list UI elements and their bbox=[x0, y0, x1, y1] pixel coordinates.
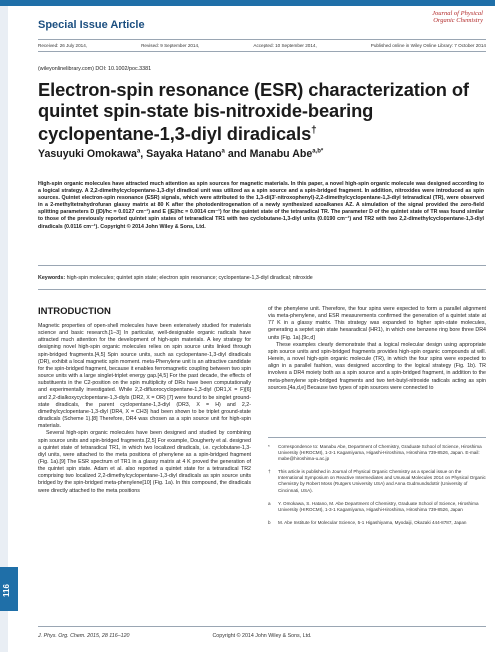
keywords bbox=[38, 275, 486, 281]
footnote-mark: † bbox=[268, 469, 271, 475]
published-date: Published online in Wiley Online Library: 7 October 2014 bbox=[370, 43, 486, 48]
author-affiliation: a bbox=[221, 148, 225, 155]
journal-logo-line: Journal of Physical bbox=[432, 10, 483, 17]
author-list bbox=[38, 148, 323, 160]
body-column-right bbox=[268, 306, 486, 392]
author-name[interactable]: Sayaka Hatano bbox=[146, 148, 222, 160]
footnotes bbox=[268, 444, 486, 533]
footnote-mark: b bbox=[268, 519, 271, 525]
history-dates bbox=[38, 43, 486, 48]
article-title bbox=[38, 80, 478, 145]
footnote-mark: a bbox=[268, 500, 271, 506]
received-date: Received: 26 July 2014, bbox=[38, 43, 88, 48]
journal-logo[interactable] bbox=[432, 10, 483, 24]
keywords-text: high-spin molecules; quintet spin state; electron spin resonance; cyclopentane-1,3-diyl diradical; nitroxide bbox=[66, 275, 313, 281]
author-affiliation: a bbox=[136, 148, 141, 155]
footnote-text: M. Abe Institute for Molecular Science, 5-1 Higashiyama, Myodaiji, Okazaki 444-8787, Japan bbox=[278, 519, 467, 525]
footnote bbox=[268, 469, 486, 493]
paragraph: Magnetic properties of open-shell molecules have been extensively studied for materials science and basic research.[1–3] In particular, well-designable organic radicals have attracted much attention for the development of high-spin materials. A key strategy for designing novel high-spin organic molecules relies on spin source units linked through spin-bridged fragments.[4,5] Spin source units, such as cyclopentane-1,3-diyl diradicals (DR), exhibit a local magnetic spin moment. meta-Phenylene unit is an attractive candidate for the spin-bridged fragment, because it enables ferromagnetic coupling between two spin source units with a large singlet-triplet energy gap.[4,5] For the past decade, the effects of substituents in the C2-position on the spin multiplicity of DRs have been computationally and experimentally investigated. While 2,2-difluorocyclopentane-1,3-diyl (DR1,X = F)[6] and 2,2-dialkoxycyclopentane-1,3-diyls (DR2, X = OR) [7] were found to be singlet ground-state diradicals, the parent cyclopentane-1,3-diyl (DR3, X = H) and 2,2-dimethylcyclopentane-1,3-diyl (DR4, X = CH3) had been shown to be triplet ground-state diradicals (Scheme 1).[8] Therefore, DR4 was chosen as a spin source unit for high-spin materials. bbox=[38, 323, 251, 430]
divider bbox=[38, 289, 486, 290]
side-strip bbox=[0, 6, 8, 652]
journal-logo-line: Organic Chemistry bbox=[433, 17, 483, 24]
accepted-date: Accepted: 10 September 2014, bbox=[253, 43, 317, 48]
doi-link[interactable]: (wileyonlinelibrary.com) DOI: 10.1002/poc.3381 bbox=[38, 66, 152, 72]
footnote bbox=[268, 520, 486, 526]
revised-date: Revised: 9 September 2014, bbox=[141, 43, 200, 48]
footnote-text: Correspondence to: Manabu Abe, Department of Chemistry, Graduate School of Science, Hiroshima University (HIROCMI), 1-3-1 Kagamiyama, Higashi-Hiroshima, Hiroshima 739-8526, Japan. E-mail: mabe@hiroshima-u.ac.jp bbox=[278, 444, 482, 462]
author-name[interactable]: Yasuyuki Omokawa bbox=[38, 148, 137, 160]
footnote bbox=[268, 501, 486, 513]
divider bbox=[268, 437, 486, 438]
copyright: Copyright © 2014 John Wiley & Sons, Ltd. bbox=[212, 633, 312, 639]
title-mark: † bbox=[311, 125, 317, 136]
abstract: High-spin organic molecules have attracted much attention as spin sources for magnetic materials. In this paper, a novel high-spin organic molecule was designed according to a logical strategy. A 2,2-dimethylcyclopentane-1,3-diyl diradical unit was utilized as a spin source and a spin-bridged fragment. In addition, nitroxides were introduced as spin sources. Quintet electron-spin resonance (ESR) signals, which were attributed to the 1,3-di(3'-nitroxophenyl)-2,2-dimethylcyclopentane-1,3-diyl tetraradical (TR), were observed in a 2-methyltetrahydrofuran glassy matrix at 80 K after the photodenitrogenation of a newly synthesized azoalkanes AZ. A simulation of the signal provided the zero-field splitting parameters D (|D|/hc = 0.0127 cm⁻¹) and E (|E|/hc = 0.0014 cm⁻¹) for the quintet state of the tetraradical TR. The parameter D of the quintet state of TR was found similar to those of the previously reported quintet spin states of tetraradical TR1 with two cyclobutane-1,3-diyl units (0.0190 cm⁻¹) and TR2 with two 2,2-dimethylcyclopentane-1,3-diyl diradicals (0.0116 cm⁻¹). Copyright © 2014 John Wiley & Sons, Ltd. bbox=[38, 181, 484, 230]
keywords-label: Keywords: bbox=[38, 275, 66, 281]
page-number-tab bbox=[0, 567, 18, 611]
section-heading: INTRODUCTION bbox=[38, 306, 111, 317]
divider bbox=[38, 39, 486, 40]
author-name[interactable]: Manabu Abe bbox=[249, 148, 313, 160]
citation: J. Phys. Org. Chem. 2015, 28 116–120 bbox=[38, 633, 130, 639]
divider bbox=[38, 626, 486, 627]
section-label: Special Issue Article bbox=[38, 19, 145, 31]
paragraph: These examples clearly demonstrate that a logical molecular design using appropriate spin source units and spin-bridged fragments provides high-spin organic compounds at will. Herein, a novel high-spin organic molecule (TR), in which the four spins were expected to align in a parallel fashion, was designed according to the logical strategy (Fig. 1b). TR involves a DR4 moiety both as a spin source and a spin-bridged fragment, in addition to the meta-phenylene spin-bridged fragments and two tert-butyl-nitroxide radicals acting as spin sources.[4a,d,e] Because two types of spin sources were connected to bbox=[268, 341, 486, 391]
body-column-left bbox=[38, 323, 251, 495]
footnote bbox=[268, 444, 486, 462]
divider bbox=[38, 51, 486, 52]
footnote-text: This article is published in Journal of Physical Organic Chemistry as a special issue on the International Symposium on Reactive Intermediates and Unusual Molecules 2014 on Physical Organic Chemistry by Robert Moss (Rutgers University USA) and Anna Gudmundsdottir (University of Cincinnati, USA). bbox=[278, 469, 486, 493]
title-text: Electron-spin resonance (ESR) characterization of quintet spin-state bis-nitroxide-bearing cyclopentane-1,3-diyl diradicals bbox=[38, 79, 469, 145]
paragraph: of the phenylene unit. Therefore, the four spins were expected to form a parallel alignment via meta-phenylene, and ESR measurements confirmed the generation of a quintet state at 77 K in a glassy matrix. This strategy was expanded to higher spin-state molecules, generating a septet spin state hexaradical (HR1), in which one benzene ring bore three DR4 units (Fig. 1a).[9c,d] bbox=[268, 306, 486, 341]
divider bbox=[38, 265, 486, 266]
footnote-mark: * bbox=[268, 444, 270, 449]
footnote-text: Y. Omokawa, S. Hatano, M. Abe Department of Chemistry, Graduate School of Science, Hiroshima University (HIROCMI), 1-3-1 Kagamiyama, Higashi-Hiroshima, Hiroshima 739-8526, Japan bbox=[278, 500, 479, 512]
author-affiliation: a,b* bbox=[312, 148, 324, 155]
page-number: 116 bbox=[2, 584, 11, 597]
author-separator: and bbox=[224, 148, 250, 160]
top-color-bar bbox=[0, 0, 495, 6]
author-separator: , bbox=[140, 148, 147, 160]
paragraph: Several high-spin organic molecules have been designed and studied by combining spin source units and spin-bridged fragments.[2,5] For example, Dougherty et al. designed a quintet state of tetraradical TR1, in which two localized diradicals, i.e. cyclobutane-1,3-diyl units, were attached to the meta positions of phenylene as a spin-bridged fragment (Fig. 1a).[9] The ESR spectrum of TR1 in a glassy matrix at 4 K proved the generation of the quintet spin state. Adam et al. also reported a quintet state for a tetraradical TR2 comprising two localized 2,2-dimethylcyclopentane-1,3-diyl diradicals as spin source units bridged by the spin-bridged meta-phenylene[10] (Fig. 1a). In this compound, the diradicals were directly attached to the meta positions bbox=[38, 430, 251, 494]
